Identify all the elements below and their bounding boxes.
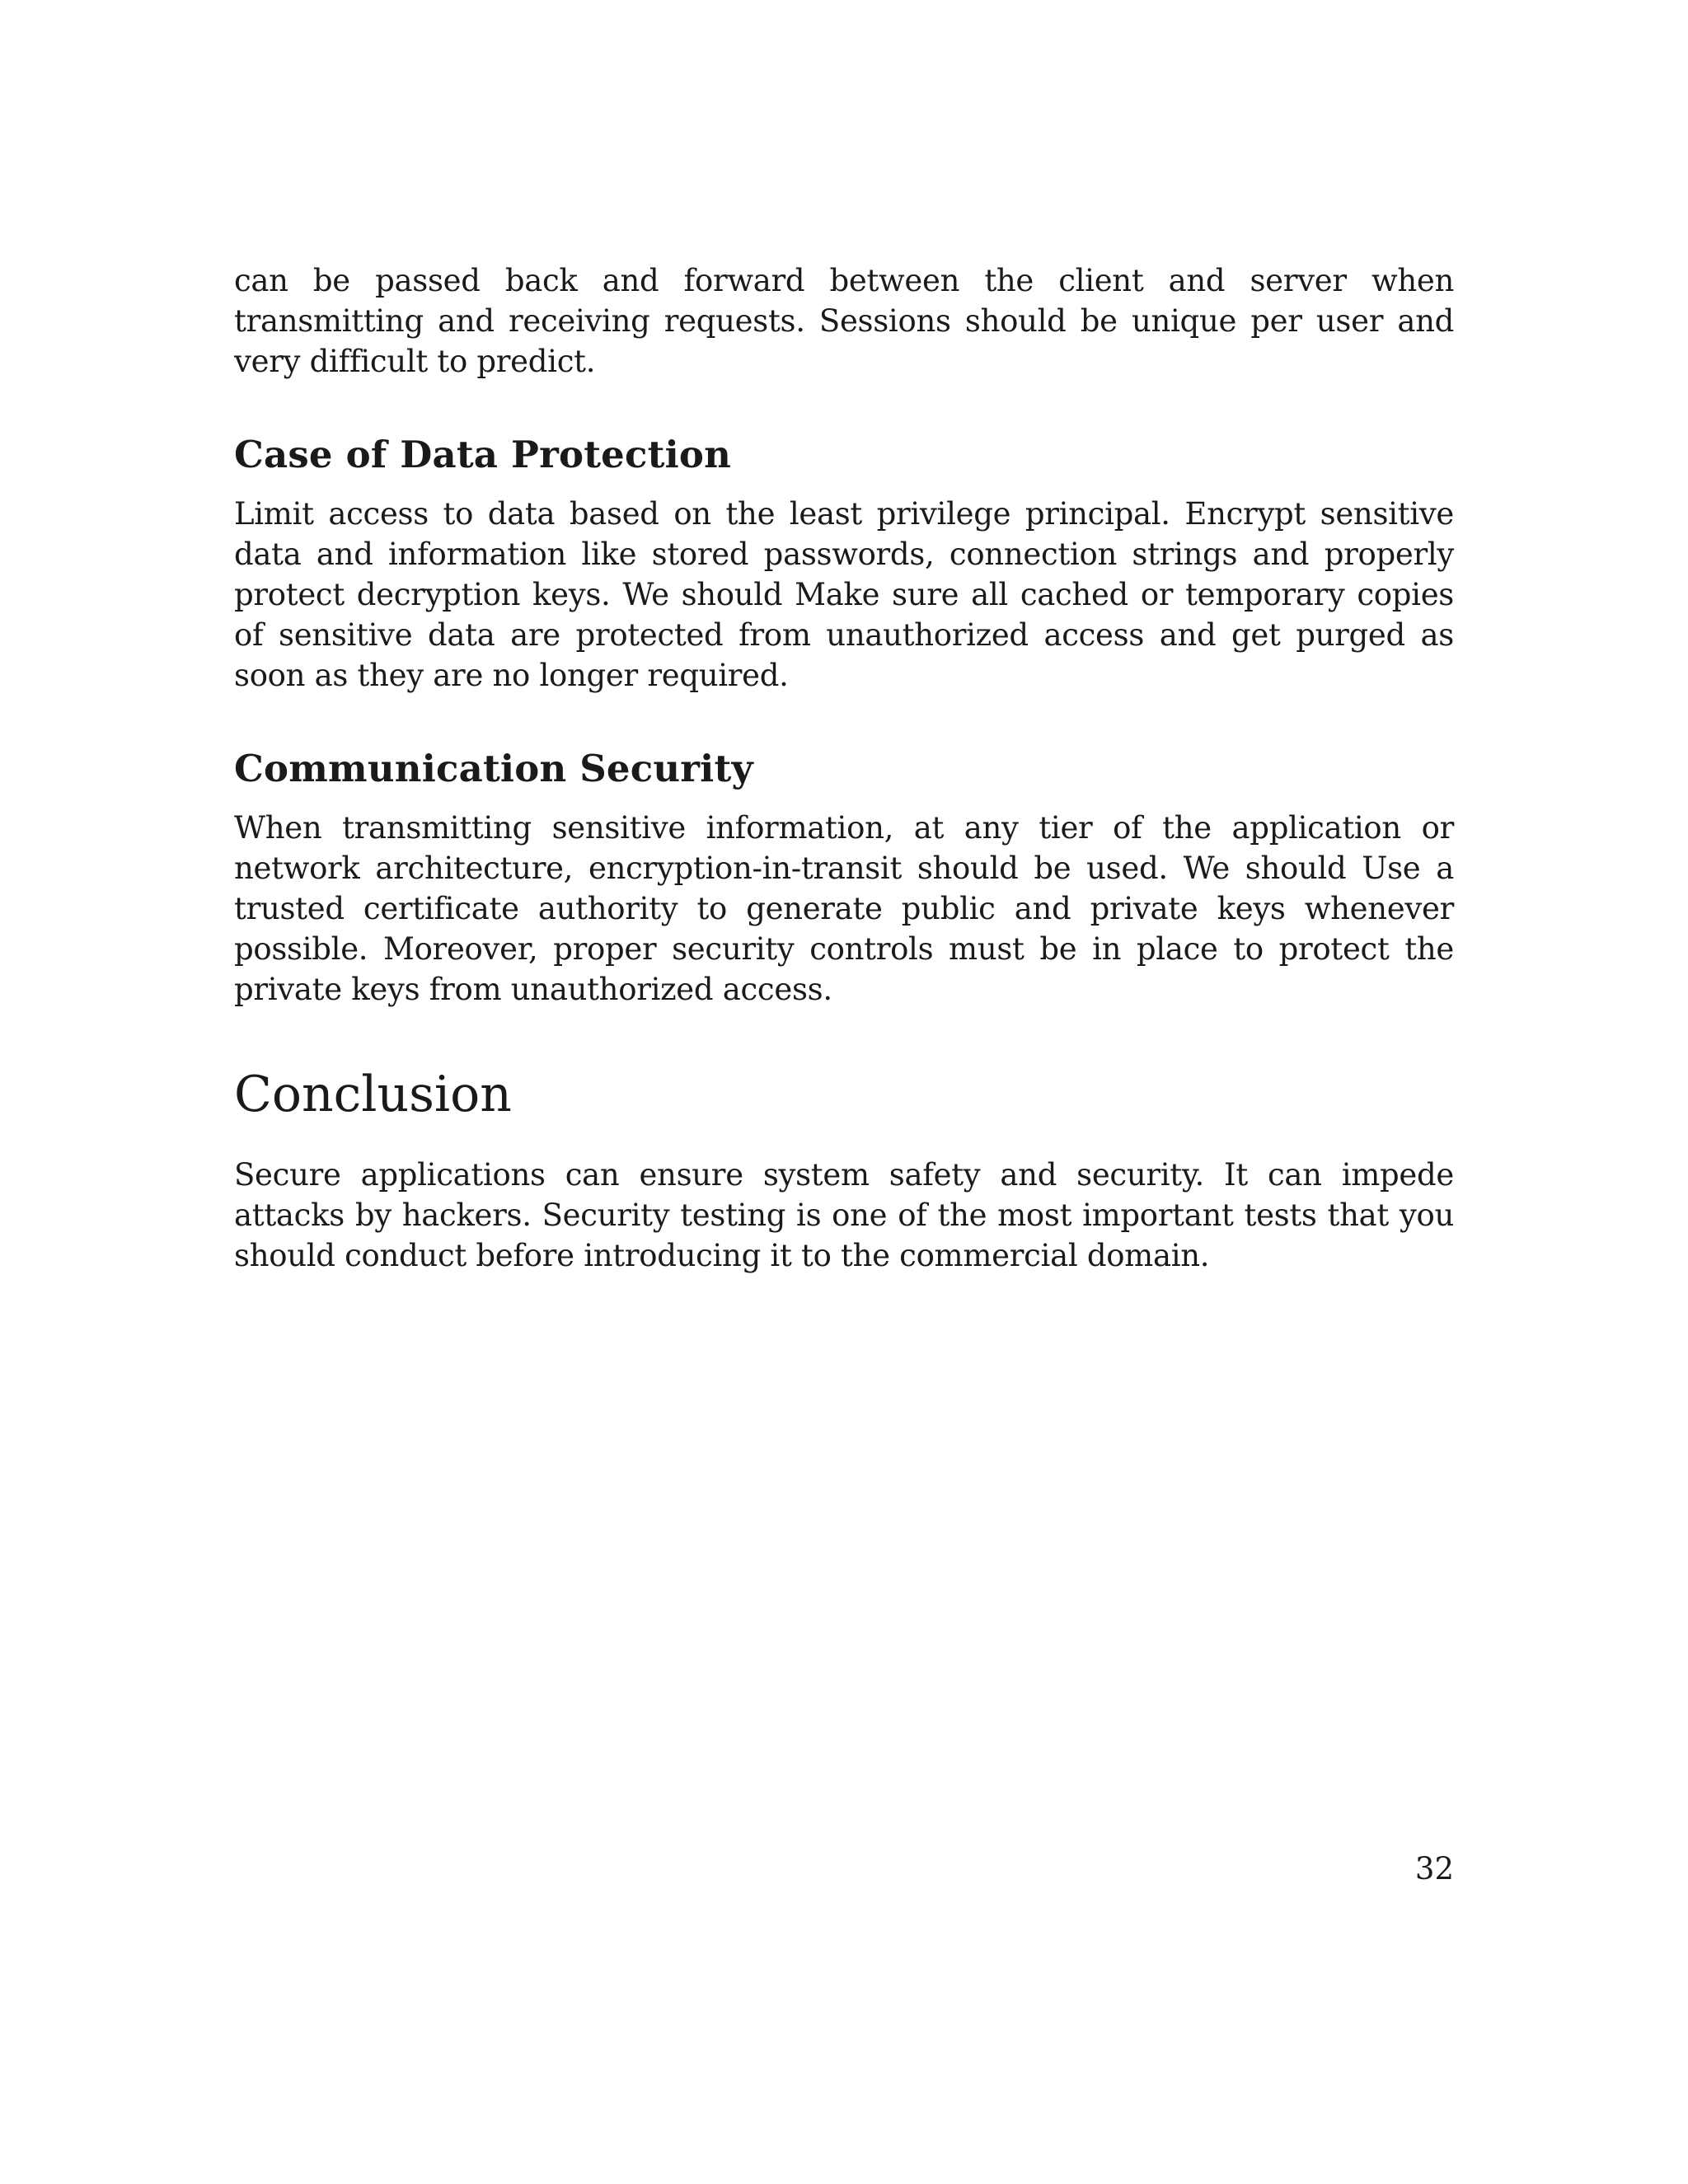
communication-security-heading: Communication Security	[234, 747, 753, 790]
page-number: 32	[1414, 1851, 1454, 1886]
page-content	[234, 260, 1454, 1276]
intro-paragraph: can be passed back and forward between the client and server when transmitting and receiving requests. Sessions should be unique per user and very difficult to predict.	[234, 263, 1454, 379]
data-protection-heading: Case of Data Protection	[234, 433, 732, 476]
data-protection-paragraph: Limit access to data based on the least privilege principal. Encrypt sensitive data and information like stored passwords, connection strings and properly protect decryption keys. We should Make sure all cached or temporary copies of sensitive data are protected from unauthorized access and get purged as soon as they are no longer required.	[234, 496, 1454, 693]
conclusion-paragraph: Secure applications can ensure system safety and security. It can impede attacks by hackers. Security testing is one of the most important tests that you should conduct before introducing it to the commercial domain.	[234, 1157, 1454, 1273]
conclusion-heading: Conclusion	[234, 1066, 512, 1123]
communication-security-paragraph: When transmitting sensitive information, at any tier of the application or network architecture, encryption-in-transit should be used. We should Use a trusted certificate authority to generate public and private keys whenever possible. Moreover, proper security controls must be in place to protect the private keys from unauthorized access.	[234, 810, 1454, 1007]
